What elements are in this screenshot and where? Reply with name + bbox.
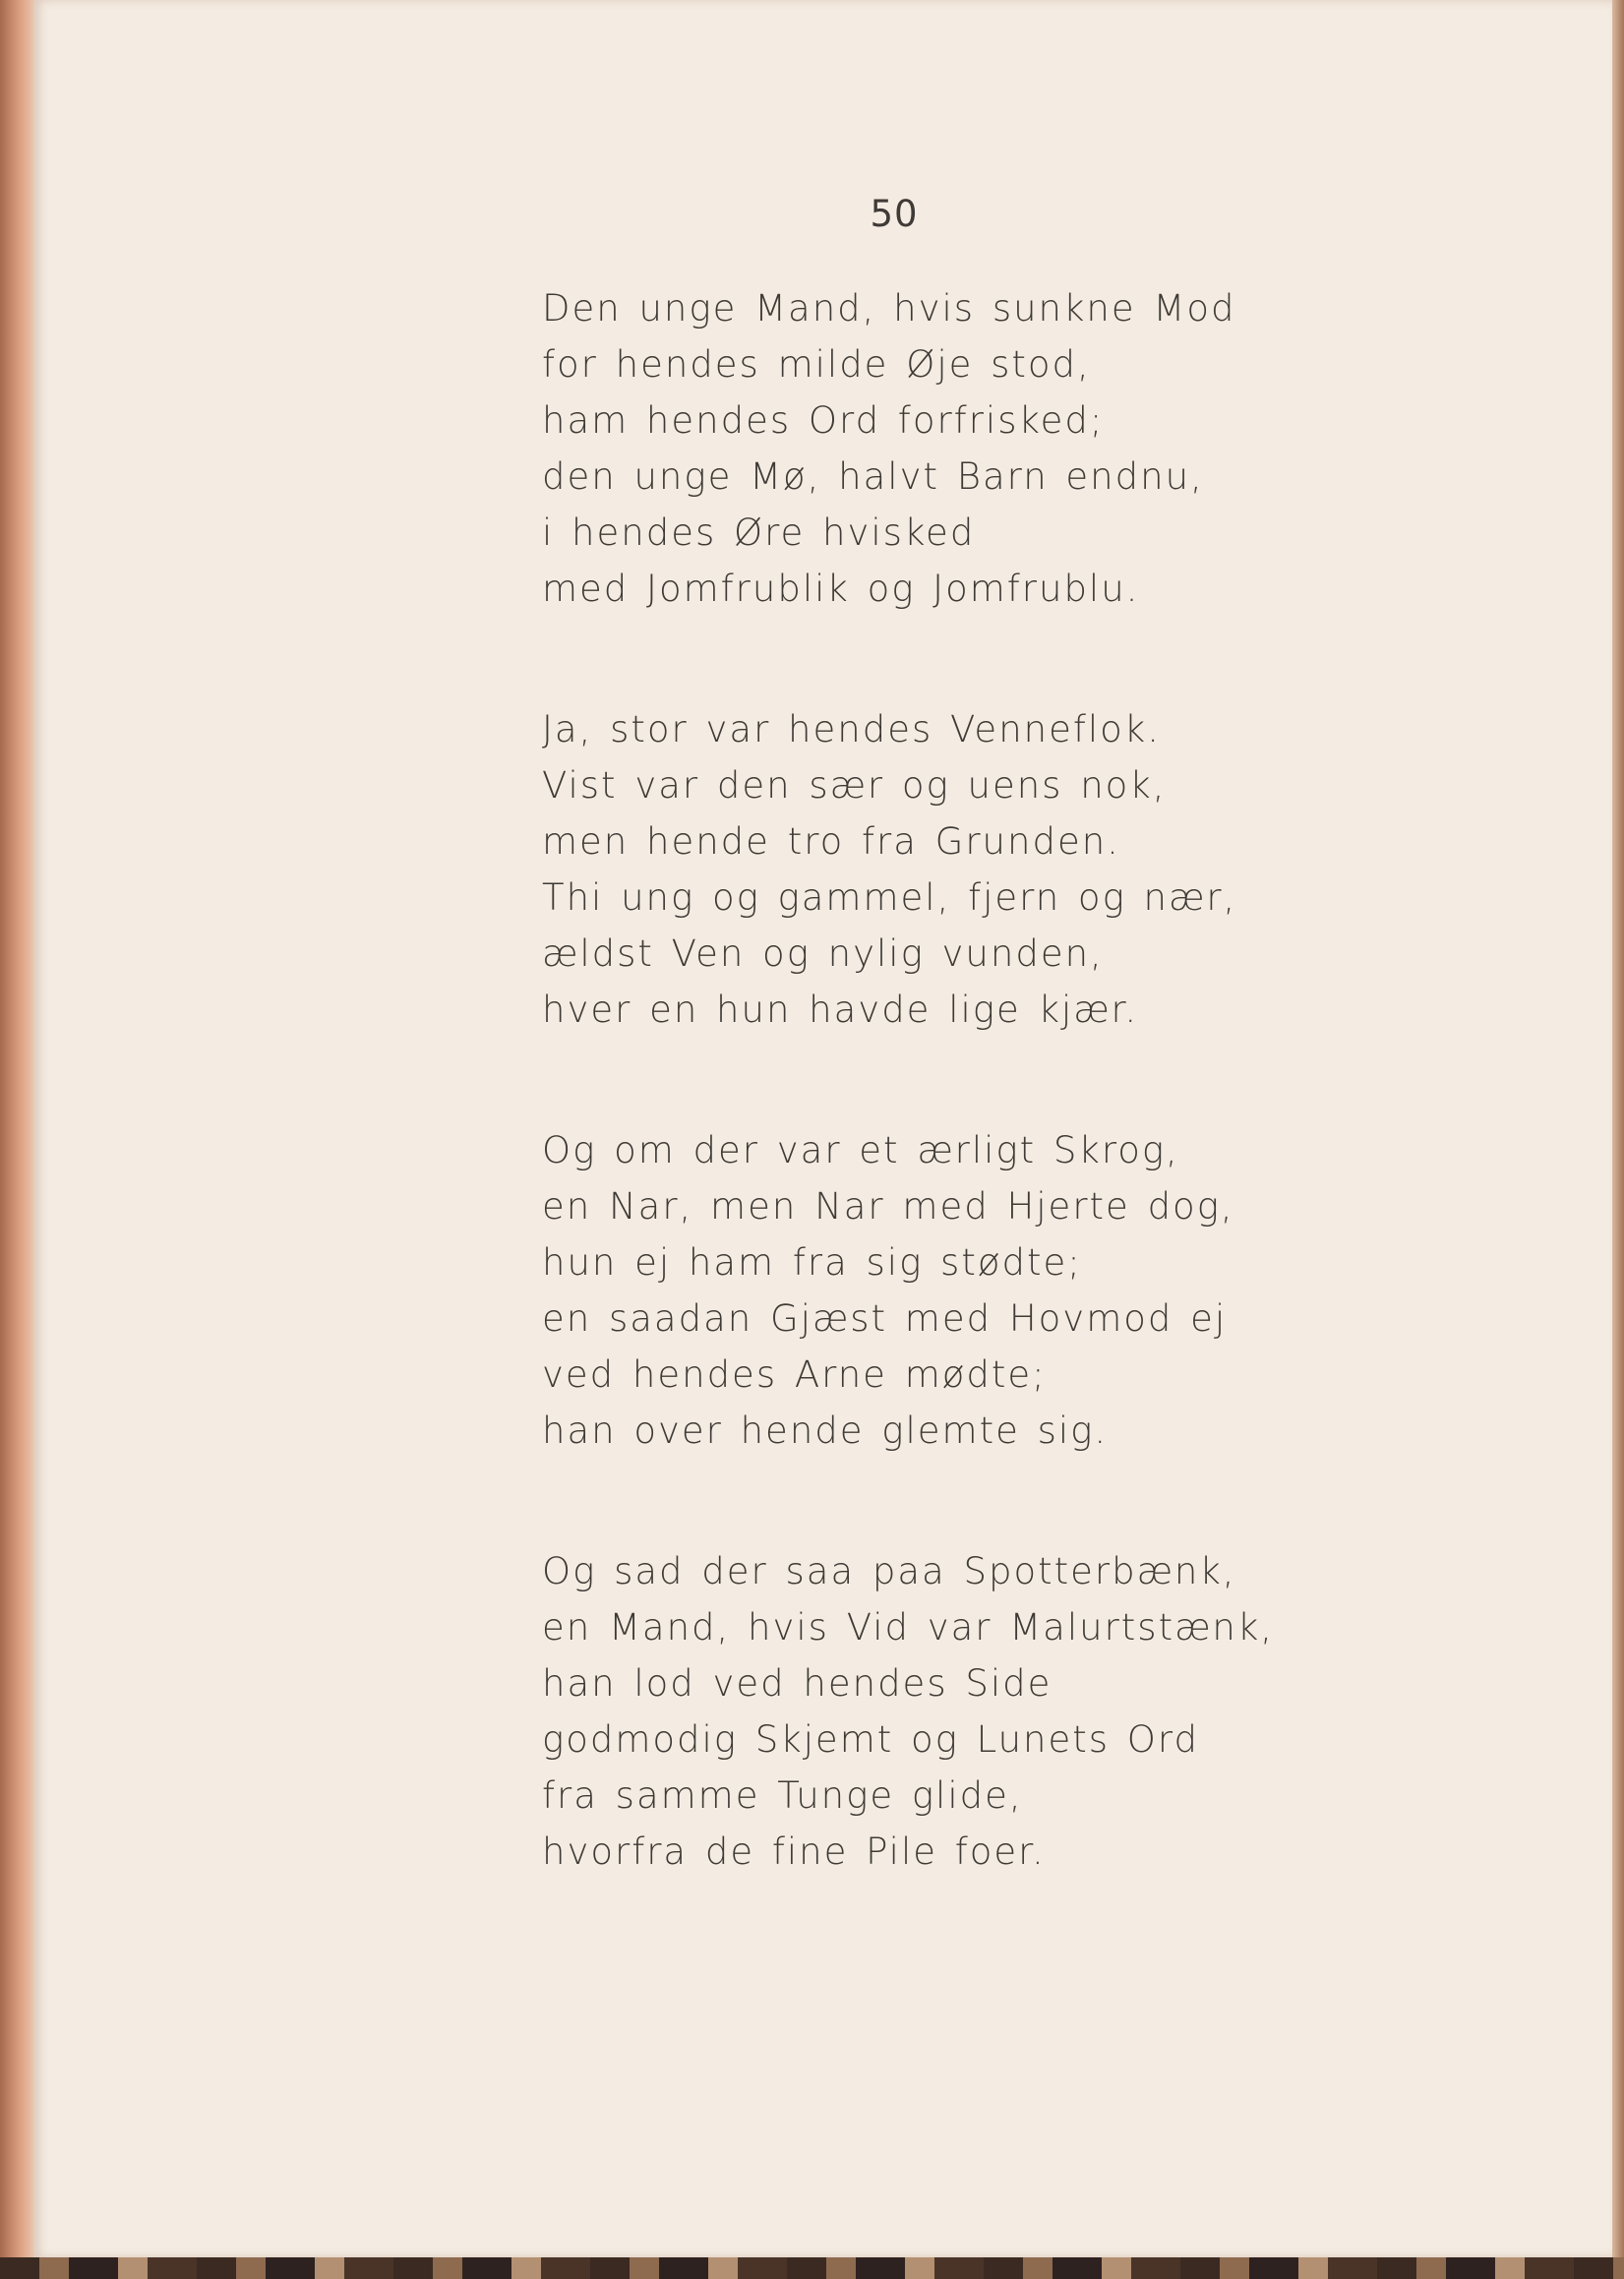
poem-line: hver en hun havde lige kjær. xyxy=(542,989,1139,1031)
poem-line: en Mand, hvis Vid var Malurtstænk, xyxy=(542,1606,1275,1649)
poem-line: den unge Mø, halvt Barn endnu, xyxy=(542,455,1204,498)
poem-line: fra samme Tunge glide, xyxy=(542,1774,1023,1817)
poem-line: ham hendes Ord forfrisked; xyxy=(542,399,1105,442)
poem-line: Og sad der saa paa Spotterbænk, xyxy=(542,1550,1236,1592)
poem-line: godmodig Skjemt og Lunets Ord xyxy=(542,1718,1199,1761)
poem-line: ved hendes Arne mødte; xyxy=(542,1353,1047,1396)
book-binding-left xyxy=(0,0,33,2279)
poem-line: for hendes milde Øje stod, xyxy=(542,343,1091,386)
poem-line: hvorfra de fine Pile foer. xyxy=(542,1830,1046,1873)
stanza-3 xyxy=(542,1122,1526,1459)
poem-line: Og om der var et ærligt Skrog, xyxy=(542,1129,1179,1171)
book-page xyxy=(33,0,1612,2257)
poem-line: Ja, stor var hendes Venneflok. xyxy=(542,708,1161,750)
page-number: 50 xyxy=(870,193,919,235)
poem-line: en Nar, men Nar med Hjerte dog, xyxy=(542,1185,1234,1228)
stanza-2 xyxy=(542,701,1526,1038)
poem-line: men hende tro fra Grunden. xyxy=(542,820,1120,863)
book-edge-right xyxy=(1612,0,1624,2279)
stanza-1 xyxy=(542,280,1526,617)
poem-line: ældst Ven og nylig vunden, xyxy=(542,932,1104,975)
poem-line: en saadan Gjæst med Hovmod ej xyxy=(542,1297,1228,1340)
poem-line: han lod ved hendes Side xyxy=(542,1662,1053,1705)
poem-line: Vist var den sær og uens nok, xyxy=(542,764,1167,807)
poem-line: Thi ung og gammel, fjern og nær, xyxy=(542,876,1237,919)
stanza-4 xyxy=(542,1543,1526,1880)
poem xyxy=(542,280,1526,1964)
poem-line: Den unge Mand, hvis sunkne Mod xyxy=(542,287,1236,330)
poem-line: han over hende glemte sig. xyxy=(542,1409,1109,1452)
poem-line: hun ej ham fra sig stødte; xyxy=(542,1241,1082,1284)
poem-line: i hendes Øre hvisked xyxy=(542,511,976,554)
marbled-edge-bottom xyxy=(0,2257,1624,2279)
poem-line: med Jomfrublik og Jomfrublu. xyxy=(542,568,1140,610)
